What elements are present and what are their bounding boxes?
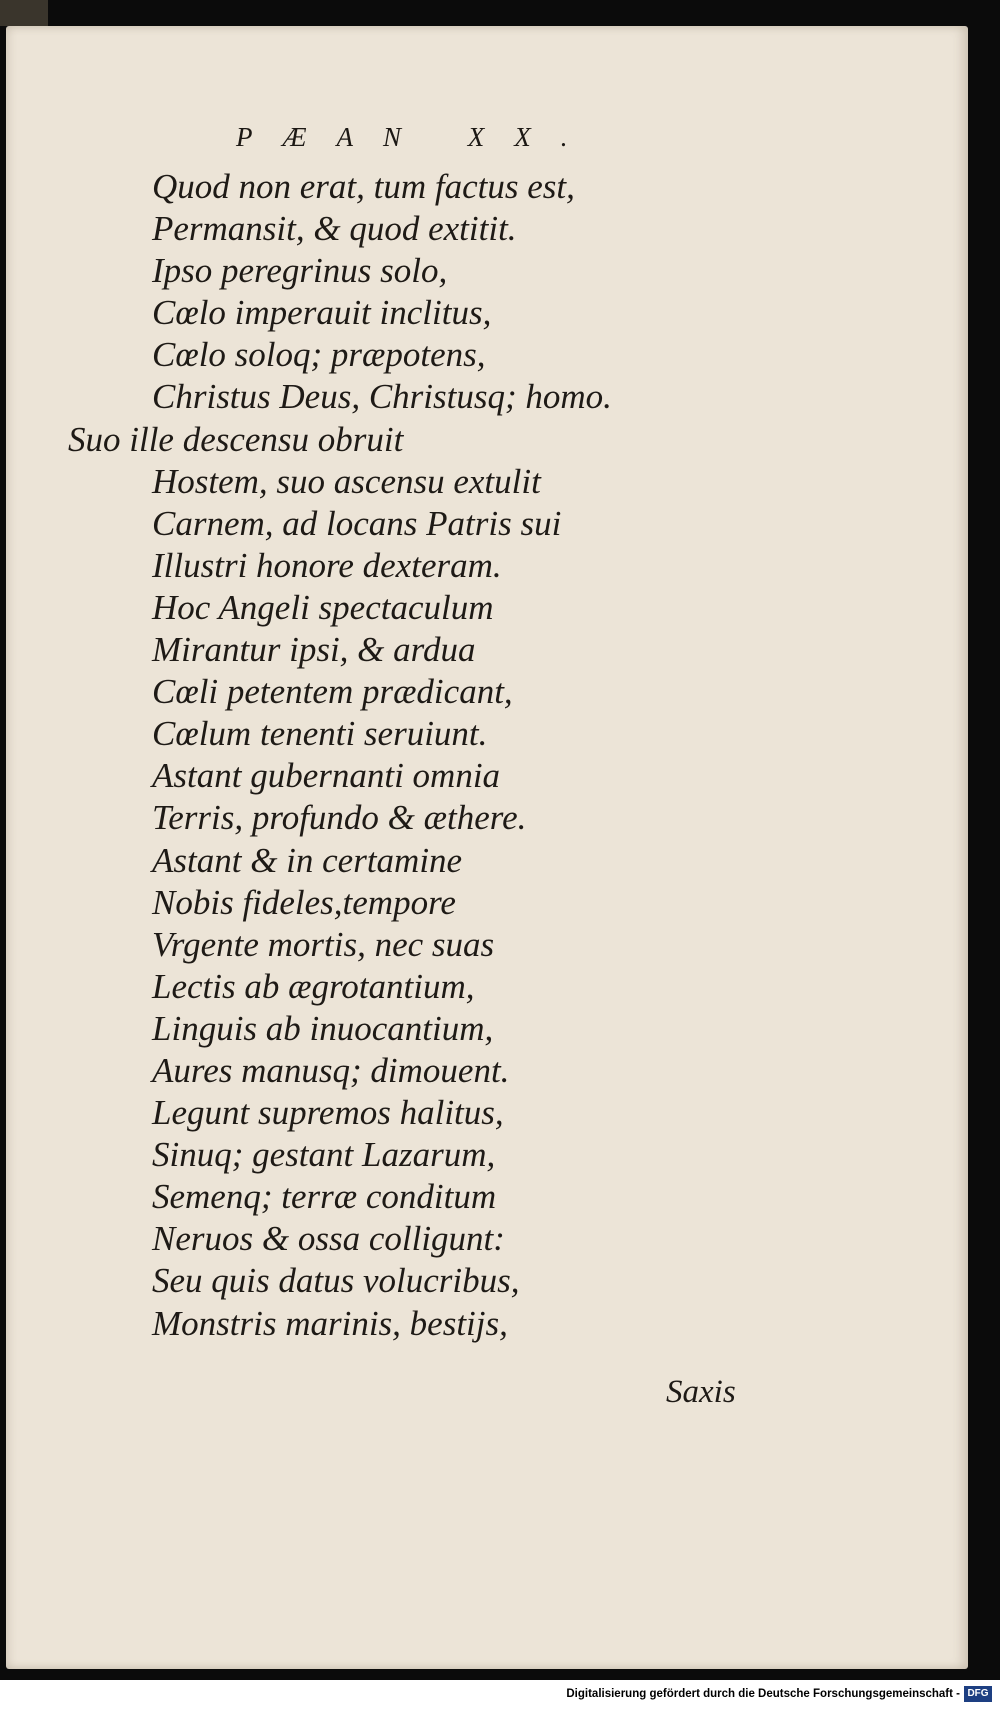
verse-line: Illustri honore dexteram.	[152, 545, 502, 585]
verse-line: Sinuq; gestant Lazarum,	[152, 1135, 496, 1175]
verse-line: Hoc Angeli spectaculum	[152, 587, 494, 627]
verse-line: Neruos & ossa colligunt:	[152, 1219, 505, 1259]
verse-line: Suo ille descensu obruit	[68, 419, 404, 459]
verse-line: Cœlum tenenti seruiunt.	[152, 714, 488, 754]
verse-line: Astant gubernanti omnia	[152, 756, 501, 796]
verse-line: Monstris marinis, bestijs,	[152, 1303, 508, 1343]
verse-line: Cœlo soloq; præpotens,	[152, 335, 486, 375]
verse-line: Christus Deus, Christusq; homo.	[152, 377, 612, 417]
verse-line: Ipso peregrinus solo,	[152, 251, 448, 291]
verse-line: Mirantur ipsi, & ardua	[152, 630, 476, 670]
scan-corner	[0, 0, 48, 26]
verse-line: Cœlo imperauit inclitus,	[152, 293, 492, 333]
verse-line: Legunt supremos halitus,	[152, 1093, 504, 1133]
verse-line: Semenq; terræ conditum	[152, 1177, 497, 1217]
verse-line: Astant & in certamine	[152, 840, 463, 880]
verse-line: Seu quis datus volucribus,	[152, 1261, 520, 1301]
dfg-logo: DFG	[964, 1686, 992, 1702]
verse-line: Vrgente mortis, nec suas	[152, 924, 495, 964]
verse-line: Linguis ab inuocantium,	[152, 1008, 494, 1048]
verse-line: Terris, profundo & æthere.	[152, 798, 527, 838]
verse-line: Permansit, & quod extitit.	[152, 209, 517, 249]
catchword: Saxis	[666, 1374, 736, 1410]
verse-line: Hostem, suo ascensu extulit	[152, 461, 541, 501]
verse-line: Carnem, ad locans Patris sui	[152, 503, 562, 543]
verse-line: Cœli petentem prædicant,	[152, 672, 513, 712]
verse-line: Lectis ab ægrotantium,	[152, 966, 475, 1006]
verse-line: Quod non erat, tum factus est,	[152, 167, 575, 206]
digitization-credit: Digitalisierung gefördert durch die Deutsche Forschungsgemeinschaft -	[566, 1688, 960, 1700]
book-page	[6, 26, 968, 1669]
verse-line: Aures manusq; dimouent.	[152, 1050, 510, 1090]
verse-line: Nobis fideles,tempore	[152, 882, 456, 922]
running-head: PÆAN XX.	[236, 122, 598, 152]
verse-block	[6, 166, 968, 1345]
